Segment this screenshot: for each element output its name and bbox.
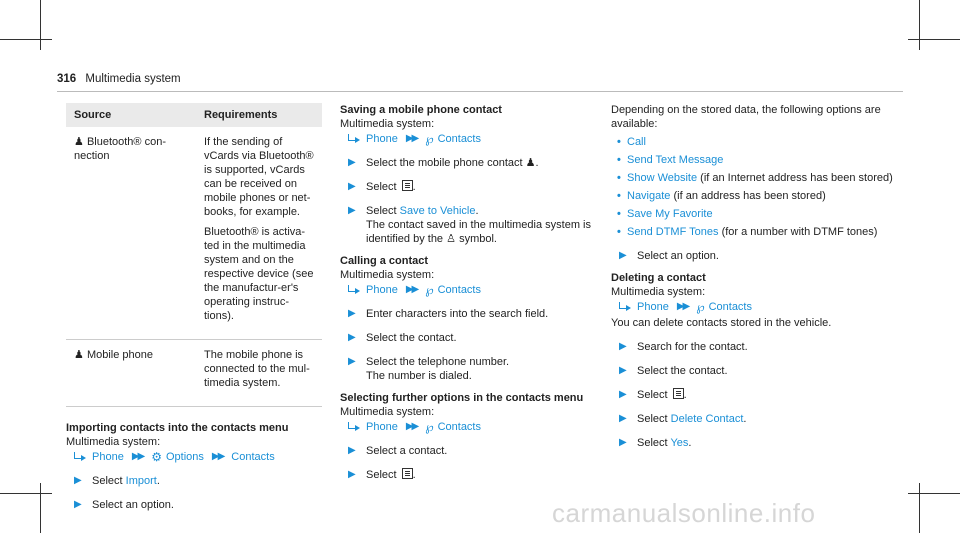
requirement-text: If the sending of vCards via Bluetooth® is supported, vCards can be received on mobile phones or net-books, for example. xyxy=(204,136,314,218)
path-phone[interactable]: Phone xyxy=(366,133,398,145)
crop-mark xyxy=(908,493,960,494)
step-arrow-icon: ▶ xyxy=(348,445,356,456)
column-left xyxy=(66,103,324,512)
table-row xyxy=(66,127,322,340)
step-arrow-icon: ▶ xyxy=(619,437,627,448)
path-options[interactable]: Options xyxy=(165,451,204,463)
section-heading-calling: Calling a contact xyxy=(340,255,429,267)
requirements-table xyxy=(66,103,322,407)
crop-mark xyxy=(0,493,52,494)
list-item: ▶ Select Yes. xyxy=(611,436,901,450)
path-phone[interactable]: Phone xyxy=(637,301,669,313)
system-label: Multimedia system: xyxy=(66,436,161,448)
crop-mark xyxy=(40,483,41,533)
step-arrow-icon: ▶ xyxy=(348,469,356,480)
options-intro: Depending on the stored data, the following options are available: xyxy=(611,104,881,130)
column-middle xyxy=(340,103,602,482)
search-icon: ℘ xyxy=(425,132,434,146)
crop-mark xyxy=(919,0,920,50)
menu-icon xyxy=(402,468,413,479)
menu-path xyxy=(340,420,602,434)
section-heading-import: Importing contacts into the contacts menu xyxy=(66,422,289,434)
list-item: • Show Website (if an Internet address has been stored) xyxy=(617,172,893,184)
list-item: • Send DTMF Tones (for a number with DTMF tones) xyxy=(617,226,878,238)
source-cell: Bluetooth® con-nection xyxy=(74,136,166,162)
list-item: ▶ Select the contact. xyxy=(611,364,901,378)
list-item: • Call xyxy=(617,136,646,148)
double-chevron-icon: ▶▶ xyxy=(405,284,418,295)
section-heading-deleting: Deleting a contact xyxy=(611,272,706,284)
requirement-text: The mobile phone is connected to the mul-timedia system. xyxy=(204,349,310,389)
crop-mark xyxy=(919,483,920,533)
system-label: Multimedia system: xyxy=(340,118,435,130)
header-divider xyxy=(57,91,903,92)
step-arrow-icon: ▶ xyxy=(348,356,356,367)
system-label: Multimedia system: xyxy=(340,269,435,281)
requirement-text: Bluetooth® is activa-ted in the multimedia system and on the respective device (see the manufactur-er's operating instruc-tions). xyxy=(204,226,314,322)
system-label: Multimedia system: xyxy=(611,286,706,298)
yes-link[interactable]: Yes xyxy=(670,437,689,449)
crop-mark xyxy=(40,0,41,50)
path-phone[interactable]: Phone xyxy=(366,284,398,296)
list-item: ▶ Select the contact. xyxy=(340,331,602,345)
crop-mark xyxy=(0,39,52,40)
system-label: Multimedia system: xyxy=(340,406,435,418)
path-arrow-icon xyxy=(346,285,360,295)
option-call-link[interactable]: Call xyxy=(627,136,646,148)
step-arrow-icon: ▶ xyxy=(619,365,627,376)
source-cell: Mobile phone xyxy=(86,349,153,361)
list-item: • Send Text Message xyxy=(617,154,724,166)
list-item: • Save My Favorite xyxy=(617,208,713,220)
double-chevron-icon: ▶▶ xyxy=(211,451,224,462)
table-header-requirements: Requirements xyxy=(194,103,322,127)
menu-icon xyxy=(673,388,684,399)
crop-mark xyxy=(908,39,960,40)
menu-path xyxy=(340,283,602,297)
watermark: carmanualsonline.info xyxy=(552,498,816,528)
step-arrow-icon: ▶ xyxy=(348,308,356,319)
step-arrow-icon: ▶ xyxy=(619,413,627,424)
path-contacts[interactable]: Contacts xyxy=(437,284,481,296)
path-arrow-icon xyxy=(346,134,360,144)
path-contacts[interactable]: Contacts xyxy=(708,301,752,313)
double-chevron-icon: ▶▶ xyxy=(405,133,418,144)
list-item: ▶ Select Delete Contact. xyxy=(611,412,901,426)
path-phone[interactable]: Phone xyxy=(92,451,124,463)
list-item: ▶ Select a contact. xyxy=(340,444,602,458)
page-header xyxy=(57,73,181,85)
double-chevron-icon: ▶▶ xyxy=(676,301,689,312)
list-item: ▶ Search for the contact. xyxy=(611,340,901,354)
list-item: ▶ Select Save to Vehicle. The contact saved in the multimedia system is identified by the ♙ symbol. xyxy=(340,204,602,246)
double-chevron-icon: ▶▶ xyxy=(405,421,418,432)
path-contacts[interactable]: Contacts xyxy=(437,133,481,145)
step-arrow-icon: ▶ xyxy=(348,205,356,216)
list-item: ▶ Enter characters into the search field. xyxy=(340,307,602,321)
delete-contact-link[interactable]: Delete Contact xyxy=(670,413,744,425)
path-arrow-icon xyxy=(72,452,86,462)
double-chevron-icon: ▶▶ xyxy=(131,451,144,462)
step-arrow-icon: ▶ xyxy=(619,341,627,352)
path-phone[interactable]: Phone xyxy=(366,421,398,433)
table-header-source: Source xyxy=(66,103,194,127)
list-item: ▶ Select an option. xyxy=(611,249,901,263)
step-arrow-icon: ▶ xyxy=(619,389,627,400)
bluetooth-person-icon: ♟ xyxy=(74,136,84,148)
mobile-person-icon: ♟ xyxy=(74,349,84,361)
menu-path xyxy=(66,450,324,464)
person-icon: ♟ xyxy=(525,157,536,169)
list-item: ▶ Select . xyxy=(340,468,602,482)
table-row xyxy=(66,340,322,407)
column-right xyxy=(611,103,901,450)
step-arrow-icon: ▶ xyxy=(348,332,356,343)
list-item: ▶ Select the telephone number. The number is dialed. xyxy=(340,355,602,383)
menu-path xyxy=(340,132,602,146)
step-arrow-icon: ▶ xyxy=(74,475,82,486)
option-show-website-link[interactable]: Show Website xyxy=(627,172,698,184)
import-link[interactable]: Import xyxy=(125,475,157,487)
option-send-dtmf-link[interactable]: Send DTMF Tones xyxy=(627,226,719,238)
step-arrow-icon: ▶ xyxy=(348,181,356,192)
gear-icon: ⚙ xyxy=(151,450,162,464)
menu-path xyxy=(611,300,901,314)
path-contacts[interactable]: Contacts xyxy=(231,451,275,463)
page-number: 316 xyxy=(57,73,77,85)
deleting-intro: You can delete contacts stored in the vehicle. xyxy=(611,317,832,329)
path-arrow-icon xyxy=(346,422,360,432)
search-icon: ℘ xyxy=(696,300,705,314)
page-title: Multimedia system xyxy=(85,73,181,85)
menu-icon xyxy=(402,180,413,191)
section-heading-further: Selecting further options in the contacts menu xyxy=(340,392,584,404)
list-item: ▶ Select . xyxy=(611,388,901,402)
step-arrow-icon: ▶ xyxy=(74,499,82,510)
step-arrow-icon: ▶ xyxy=(348,157,356,168)
option-send-text-link[interactable]: Send Text Message xyxy=(627,154,724,166)
search-icon: ℘ xyxy=(425,283,434,297)
list-item: ▶ Select an option. xyxy=(66,498,324,512)
search-icon: ℘ xyxy=(425,420,434,434)
list-item: ▶ Select . xyxy=(340,180,602,194)
save-to-vehicle-link[interactable]: Save to Vehicle xyxy=(399,205,476,217)
path-contacts[interactable]: Contacts xyxy=(437,421,481,433)
list-item: • Navigate (if an address has been stored) xyxy=(617,190,826,202)
list-item: ▶ Select Import. xyxy=(66,474,324,488)
section-heading-saving: Saving a mobile phone contact xyxy=(340,104,502,116)
saved-contact-icon: ♙ xyxy=(446,233,456,245)
list-item: ▶ Select the mobile phone contact ♟. xyxy=(340,156,602,170)
step-arrow-icon: ▶ xyxy=(619,250,627,261)
option-navigate-link[interactable]: Navigate xyxy=(627,190,671,202)
path-arrow-icon xyxy=(617,302,631,312)
option-save-favorite-link[interactable]: Save My Favorite xyxy=(627,208,713,220)
